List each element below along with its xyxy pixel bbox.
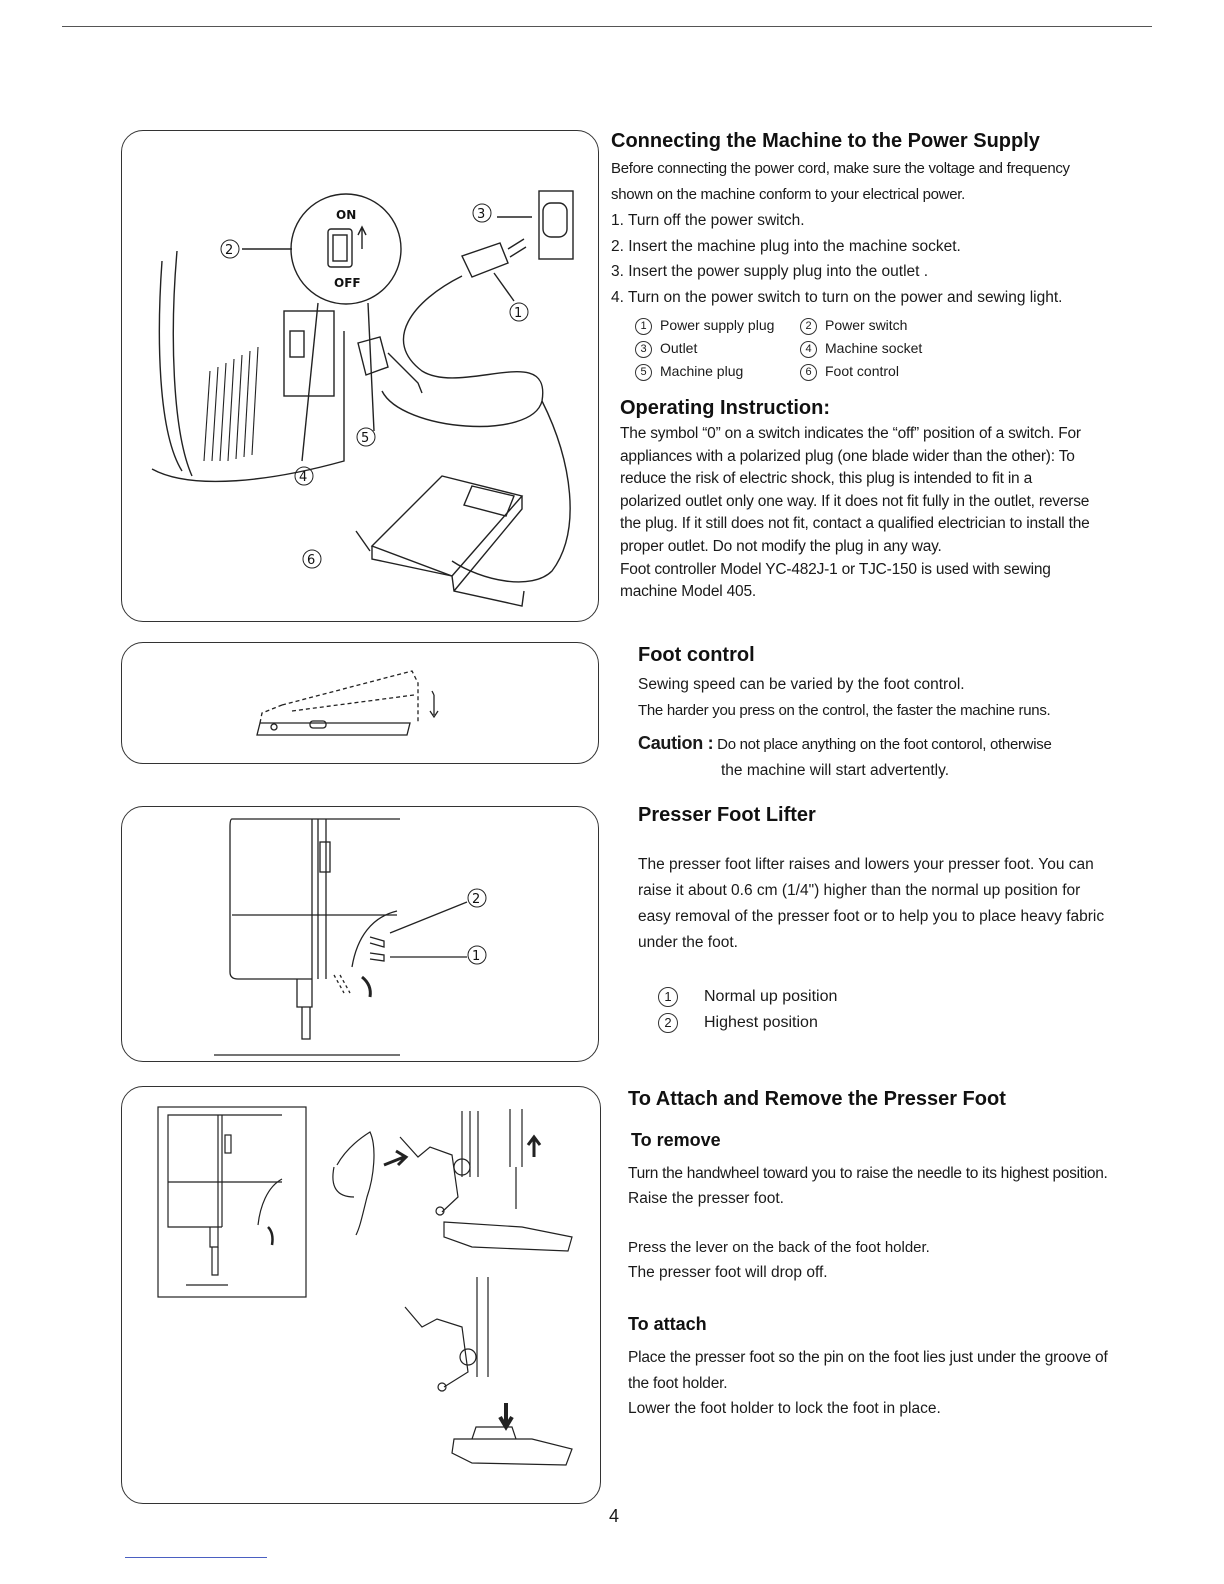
callout-2 [221,240,239,258]
power-supply-section [611,130,1111,382]
power-supply-intro: Before connecting the power cord, make sure the voltage and frequency shown on the machine conform to your electrical power. [611,160,1070,203]
step-3: 3. Insert the power supply plug into the outlet . [611,263,929,280]
callout-4 [295,467,313,485]
switch-off-label: OFF [334,276,361,290]
attach-step-1: Place the presser foot so the pin on the foot lies just under the groove of the foot holder. [628,1349,1108,1392]
top-rule [62,26,1152,27]
operating-model: Foot controller Model YC-482J-1 or TJC-150 is used with sewing machine Model 405. [620,560,1051,601]
power-supply-title: Connecting the Machine to the Power Supply [611,130,1040,152]
remove-title: To remove [631,1130,721,1150]
legend-item: 2 Power switch [800,314,960,336]
remove-step-2: Raise the presser foot. [628,1190,784,1207]
power-connection-illustration [122,131,600,623]
bottom-rule [125,1557,267,1558]
lifter-callout-2 [468,889,486,907]
svg-text:3: 3 [477,207,486,222]
foot-control-line2: The harder you press on the control, the faster the machine runs. [638,702,1051,719]
caution-label: Caution : [638,733,714,753]
legend-item: 1 Power supply plug [635,314,800,336]
presser-lifter-body: The presser foot lifter raises and lowers your presser foot. You can raise it about 0.6 cm (1/4") higher than the normal up position for easy removal of the presser foot or to help you to place heavy fabric under the foot. [638,856,1105,951]
presser-lifter-title: Presser Foot Lifter [638,804,816,826]
remove-step-4: The presser foot will drop off. [628,1264,828,1281]
legend-item: 6 Foot control [800,360,960,382]
presser-lifter-panel [121,806,599,1062]
svg-text:1: 1 [472,949,481,964]
attach-step-2: Lower the foot holder to lock the foot in place. [628,1400,941,1417]
operating-instruction-section [620,397,1092,604]
step-4: 4. Turn on the power switch to turn on the power and sewing light. [611,288,1063,306]
legend-item: 3 Outlet [635,337,800,359]
presser-lifter-section [638,804,1108,1036]
switch-on-label: ON [336,208,357,222]
power-legend [635,314,1111,382]
presser-lifter-legend [658,984,1108,1036]
caution-note [638,730,1108,758]
attach-remove-section [628,1088,1108,1422]
caution-text: Do not place anything on the foot contorol, otherwise [717,736,1052,753]
operating-title: Operating Instruction: [620,397,830,419]
legend-item: 4 Machine socket [800,337,960,359]
foot-control-title: Foot control [638,644,755,666]
attach-title: To attach [628,1314,707,1334]
svg-text:2: 2 [472,892,481,907]
power-diagram-panel [121,130,599,622]
remove-step-1: Turn the handwheel toward you to raise the needle to its highest position. [628,1165,1108,1182]
callout-6 [303,550,321,568]
legend-item: 5 Machine plug [635,360,800,382]
svg-text:6: 6 [307,553,316,568]
page-number: 4 [609,1506,620,1526]
presser-lifter-illustration [122,807,600,1063]
power-supply-steps [611,208,1111,310]
foot-control-line1: Sewing speed can be varied by the foot control. [638,676,965,693]
caution-text-2: the machine will start advertently. [721,762,950,779]
foot-control-section [638,644,1108,784]
legend-item: 1 Normal up position [658,984,1108,1010]
svg-text:1: 1 [514,306,523,321]
presser-foot-panel [121,1086,601,1504]
operating-body: The symbol “0” on a switch indicates the “off” position of a switch. For appliances with a polarized plug (one blade wider than the other): To reduce the risk of electric shock, this plug is intended to fit in a polarized outlet only one way. If it does not fit fully in the outlet, reverse the plug. If it still does not fit, contact a qualified electrician to install the proper outlet. Do not modify the plug in any way. [620,425,1090,555]
attach-remove-title: To Attach and Remove the Presser Foot [628,1088,1006,1110]
foot-control-panel [121,642,599,764]
svg-text:5: 5 [361,431,370,446]
callout-5 [357,428,375,446]
presser-foot-illustration [122,1087,602,1505]
svg-text:2: 2 [225,243,234,258]
lifter-callout-1 [468,946,486,964]
step-1: 1. Turn off the power switch. [611,212,805,229]
callout-3 [473,204,491,222]
remove-step-3: Press the lever on the back of the foot holder. [628,1239,930,1256]
step-2: 2. Insert the machine plug into the machine socket. [611,237,961,255]
callout-1 [510,303,528,321]
foot-control-illustration [122,643,600,765]
svg-text:4: 4 [299,470,308,485]
legend-item: 2 Highest position [658,1010,1108,1036]
